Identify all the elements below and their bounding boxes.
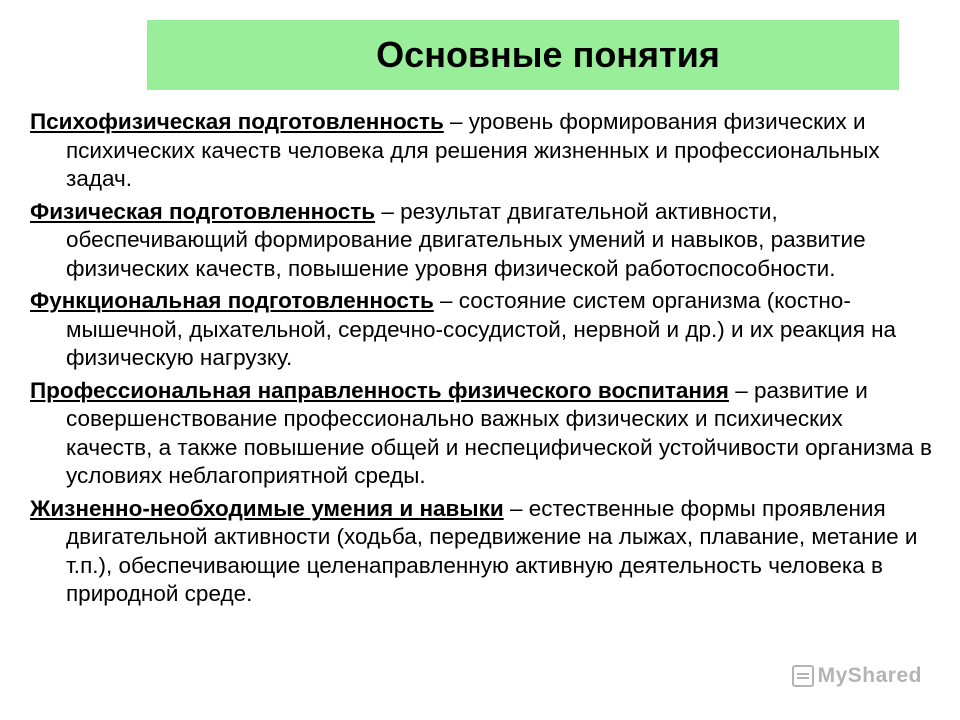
watermark-text: MyShared (817, 664, 922, 687)
definition-text: – естественные формы проявления двигательной активности (ходьба, передвижение на лыжах, плавание, метание и т.п.), обеспечивающие целенаправленную активную деятельность человека в природной среде. (66, 495, 918, 606)
definition-text: – развитие и совершенствование профессионально важных физических и психических качеств, а также повышение общей и неспецифической устойчивости организма в условиях неблагоприятной среды. (66, 377, 932, 488)
definition-term: Физическая подготовленность (30, 198, 376, 224)
definition-term: Функциональная подготовленность (30, 288, 434, 313)
definition-item (30, 495, 935, 609)
definition-item (30, 108, 935, 194)
definition-term: Жизненно-необходимые умения и навыки (30, 495, 504, 521)
page-title: Основные понятия (376, 34, 720, 75)
watermark (792, 664, 922, 688)
definition-item (30, 198, 935, 284)
definition-text: – состояние систем организма (костно-мышечной, дыхательной, сердечно-сосудистой, нервной и др.) и их реакция на физическую нагрузку. (66, 288, 897, 370)
definition-item (30, 377, 935, 491)
definitions-list (30, 108, 935, 613)
definition-term: Профессиональная направленность физического воспитания (30, 377, 729, 403)
definition-item (30, 287, 935, 373)
definition-text: – результат двигательной активности, обеспечивающий формирование двигательных умений и навыков, развитие физических качеств, повышение уровня физической работоспособности. (66, 198, 866, 281)
title-banner (147, 20, 899, 90)
definition-term: Психофизическая подготовленность (30, 109, 444, 134)
myshared-logo-icon (792, 665, 814, 687)
definition-text: – уровень формирования физических и психических качеств человека для решения жизненных и профессиональных задач. (66, 109, 880, 191)
